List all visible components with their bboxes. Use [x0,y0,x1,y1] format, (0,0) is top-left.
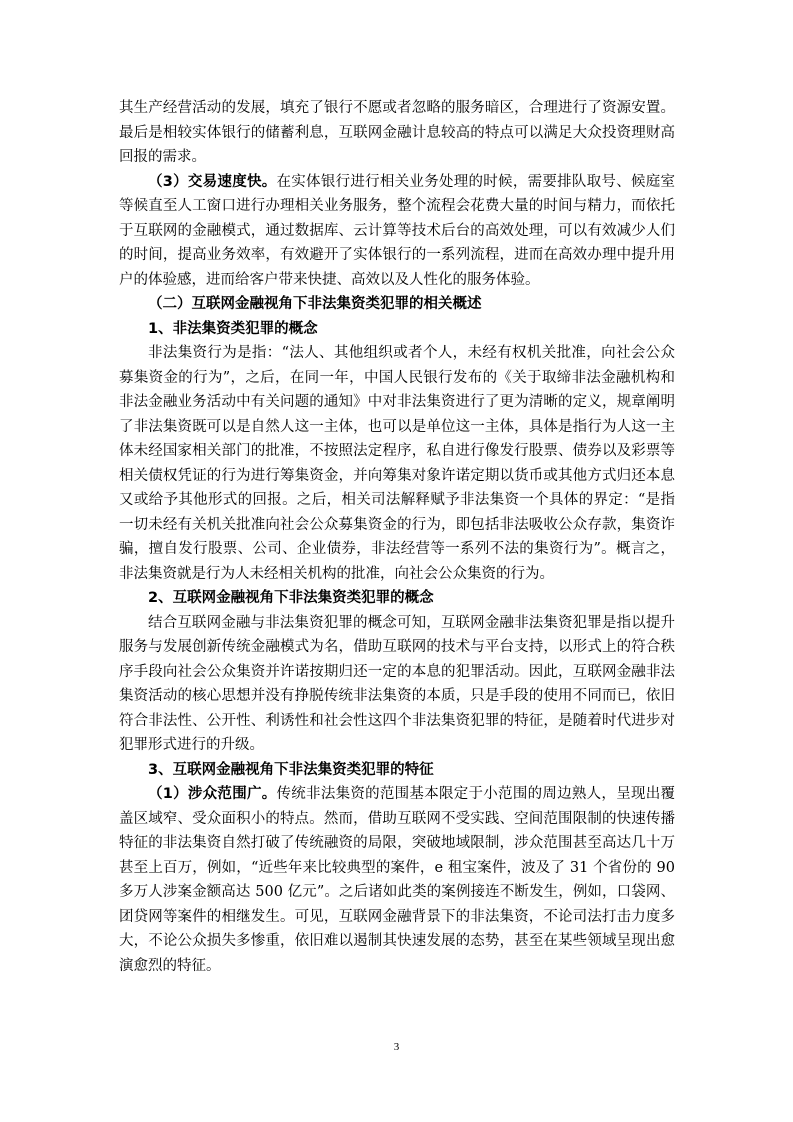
paragraph-body: 在实体银行进行相关业务处理的时候，需要排队取号、候庭室等候直至人工窗口进行办理相关业务服务，整个流程会花费大量的时间与精力，而依托于互联网的金融模式，通过数据库、云计算等技术后台的高效处理，可以有效减少人们的时间，提高业务效率，有效避开了实体银行的一系列流程，进而在高效办理中提升用户的体验感，进而给客户带来快捷、高效以及人性化的服务体验。 [119,173,676,288]
subsection-heading-1: 1、非法集资类犯罪的概念 [148,320,318,337]
paragraph-lead-label: （1）涉众范围广。 [148,786,277,802]
paragraph-internet-fundraising-concept: 结合互联网金融与非法集资犯罪的概念可知，互联网金融非法集资犯罪是指以提升服务与发展创新传统金融模式为名，借助互联网的技术与平台支持，以形式上的符合秩序手段向社会公众集资并许诺按期归还一定的本息的犯罪活动。因此，互联网金融非法集资活动的核心思想并没有挣脱传统非法集资的本质，只是手段的使用不同而已，依旧符合非法性、公开性、利诱性和社会性这四个非法集资犯罪的特征，是随着时代进步对犯罪形式进行的升级。 [119,614,675,753]
paragraph-wide-scope [119,782,675,978]
paragraph-transaction-speed [119,170,675,293]
paragraph-body: 传统非法集资的范围基本限定于小范围的周边熟人，呈现出覆盖区域窄、受众面积小的特点。然而，借助互联网不受实践、空间范围限制的快速传播特征的非法集资自然打破了传统融资的局限，突破地域限制，涉众范围甚至高达几十万甚至上百万，例如，“近些年来比较典型的案件，e 租宝案件，波及了 31 个省份的 90 多万人涉案金额高达 500 亿元”。之后诸如此类的案例接连不断发生，例如，口袋网、团贷网等案件的相继发生。可见，互联网金融背景下的非法集资，不论司法打击力度多大，不论公众损失多惨重，依旧难以遏制其快速发展的态势，甚至在某些领域呈现出愈演愈烈的特征。 [119,786,676,974]
subsection-heading-3: 3、互联网金融视角下非法集资类犯罪的特征 [148,761,434,778]
subsection-heading-2: 2、互联网金融视角下非法集资类犯罪的概念 [148,590,434,606]
body-text [119,96,675,978]
paragraph-illegal-fundraising-concept: 非法集资行为是指：“法人、其他组织或者个人，未经有权机关批准，向社会公众募集资金的行为”，之后，在同一年，中国人民银行发布的《关于取缔非法金融机构和非法金融业务活动中有关问题的通知》中对非法集资进行了更为清晰的定义，规章阐明了非法集资既可以是自然人这一主体，也可以是单位这一主体，具体是指行为人这一主体未经国家相关部门的批准，不按照法定程序，私自进行像发行股票、债券以及彩票等相关债权凭证的行为进行筹集资金，并向筹集对象许诺定期以货币或其他方式归还本息又或给予其他形式的回报。之后，相关司法解释赋予非法集资一个具体的界定：“是指一切未经有关机关批准向社会公众募集资金的行为，即包括非法吸收公众存款，集资诈骗，擅自发行股票、公司、企业债券，非法经营等一系列不法的集资行为”。概言之，非法集资就是行为人未经相关机构的批准，向社会公众集资的行为。 [119,345,675,582]
section-heading: （二）互联网金融视角下非法集资类犯罪的相关概述 [148,296,482,312]
paragraph-intro-continuation: 其生产经营活动的发展，填充了银行不愿或者忽略的服务暗区，合理进行了资源安置。最后是相较实体银行的储蓄利息，互联网金融计息较高的特点可以满足大众投资理财高回报的需求。 [119,100,675,165]
page-number: 3 [393,1041,400,1053]
paragraph-lead-label: （3）交易速度快。 [148,173,277,190]
